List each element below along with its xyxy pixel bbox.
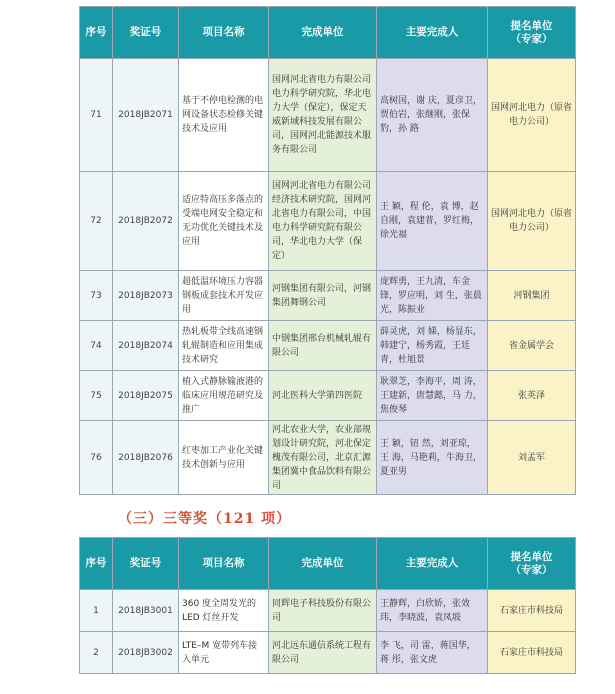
- row-project-name: LTE–M 宽带列车接入单元: [179, 632, 269, 674]
- row-unit: 同辉电子科技股份有限公司: [269, 590, 377, 632]
- header-project-name: 项目名称: [179, 7, 269, 59]
- header-cert: 奖证号: [113, 538, 179, 590]
- row-project-name: 适应特高压多落点的受端电网安全稳定和无功优化关键技术及应用: [179, 172, 269, 271]
- row-cert: 2018JB2073: [113, 271, 179, 321]
- row-no: 75: [80, 371, 113, 421]
- header-unit: 完成单位: [269, 538, 377, 590]
- row-recommender: 石家庄市科技局: [488, 632, 576, 674]
- table-row: [80, 371, 576, 421]
- row-no: 74: [80, 321, 113, 371]
- row-people: 李 飞，司 雷，蒋国华，蒋 彤，张文虎: [377, 632, 488, 674]
- row-unit: 河北农业大学，农业部规划设计研究院，河北保定槐茂有限公司，北京汇源集团冀中食品饮料有限公司: [269, 421, 377, 495]
- table-row: [80, 590, 576, 632]
- row-cert: 2018JB3002: [113, 632, 179, 674]
- header-project-name: 项目名称: [179, 538, 269, 590]
- row-project-name: 红枣加工产业化关键技术创新与应用: [179, 421, 269, 495]
- row-project-name: 超低温环境压力容器钢板成套技术开发应用: [179, 271, 269, 321]
- row-recommender: 国网河北电力（原省电力公司）: [488, 59, 576, 172]
- row-people: 王 颖，程 伦，袁 博，赵自刚，袁建普，罗红梅，徐光福: [377, 172, 488, 271]
- awards-table-second-prize: [79, 6, 576, 495]
- row-no: 71: [80, 59, 113, 172]
- row-cert: 2018JB2072: [113, 172, 179, 271]
- row-unit: 河北医科大学第四医院: [269, 371, 377, 421]
- header-no: 序号: [80, 538, 113, 590]
- table-row: [80, 172, 576, 271]
- row-no: 2: [80, 632, 113, 674]
- table-header-row: [80, 538, 576, 590]
- header-no: 序号: [80, 7, 113, 59]
- header-recommender: 提名单位 （专家）: [488, 538, 576, 590]
- row-unit: 国网河北省电力有限公司经济技术研究院，国网河北省电力有限公司，中国电力科学研究院有限公司，华北电力大学（保定）: [269, 172, 377, 271]
- row-people: 庞辉勇，王九清，车金锋，罗应明，刘 生，张晨光，陈振业: [377, 271, 488, 321]
- row-project-name: 植入式静脉输液港的临床应用规范研究及推广: [179, 371, 269, 421]
- row-people: 王 颖，钮 然，刘亚琼，王 海，马艳莉，牛海卫，夏亚男: [377, 421, 488, 495]
- row-project-name: 基于不停电检测的电网设备状态检修关键技术及应用: [179, 59, 269, 172]
- row-unit: 河钢集团有限公司，河钢集团舞钢公司: [269, 271, 377, 321]
- row-people: 高树国，谢 庆，夏彦卫，贾伯岩，张继刚，张保豹，孙 路: [377, 59, 488, 172]
- row-no: 72: [80, 172, 113, 271]
- header-unit: 完成单位: [269, 7, 377, 59]
- row-cert: 2018JB3001: [113, 590, 179, 632]
- row-cert: 2018JB2071: [113, 59, 179, 172]
- awards-table-third-prize: [79, 537, 576, 674]
- row-recommender: 刘孟军: [488, 421, 576, 495]
- row-cert: 2018JB2075: [113, 371, 179, 421]
- section-heading: （三）三等奖（121 项）: [118, 511, 292, 527]
- row-recommender: 河钢集团: [488, 271, 576, 321]
- row-no: 76: [80, 421, 113, 495]
- row-unit: 河北远东通信系统工程有限公司: [269, 632, 377, 674]
- row-project-name: 热轧板带全线高速钢轧辊制造和应用集成技术研究: [179, 321, 269, 371]
- row-recommender: 省金属学会: [488, 321, 576, 371]
- table-row: [80, 421, 576, 495]
- row-no: 1: [80, 590, 113, 632]
- table-row: [80, 321, 576, 371]
- row-people: 王静辉，白欣娇，张效玮，李晓波，袁凤坡: [377, 590, 488, 632]
- header-people: 主要完成人: [377, 7, 488, 59]
- header-recommender: 提名单位 （专家）: [488, 7, 576, 59]
- row-cert: 2018JB2076: [113, 421, 179, 495]
- row-people: 薛灵虎，刘 娣，杨显东，韩建宁，杨秀霞，王廷青，杜旭景: [377, 321, 488, 371]
- table-header-row: [80, 7, 576, 59]
- table-row: [80, 59, 576, 172]
- row-cert: 2018JB2074: [113, 321, 179, 371]
- row-recommender: 石家庄市科技局: [488, 590, 576, 632]
- header-people: 主要完成人: [377, 538, 488, 590]
- row-recommender: 国网河北电力（原省电力公司）: [488, 172, 576, 271]
- row-people: 耿翠芝，李海平，周 涛，王建新，唐慧懿，马 力，焦俊琴: [377, 371, 488, 421]
- row-recommender: 张英泽: [488, 371, 576, 421]
- table-row: [80, 271, 576, 321]
- row-unit: 中钢集团邢台机械轧辊有限公司: [269, 321, 377, 371]
- table-row: [80, 632, 576, 674]
- row-project-name: 360 度全周发光的 LED 灯丝开发: [179, 590, 269, 632]
- row-no: 73: [80, 271, 113, 321]
- row-unit: 国网河北省电力有限公司电力科学研究院，华北电力大学（保定），保定天威新域科技发展有限公司，国网河北能源技术服务有限公司: [269, 59, 377, 172]
- header-cert: 奖证号: [113, 7, 179, 59]
